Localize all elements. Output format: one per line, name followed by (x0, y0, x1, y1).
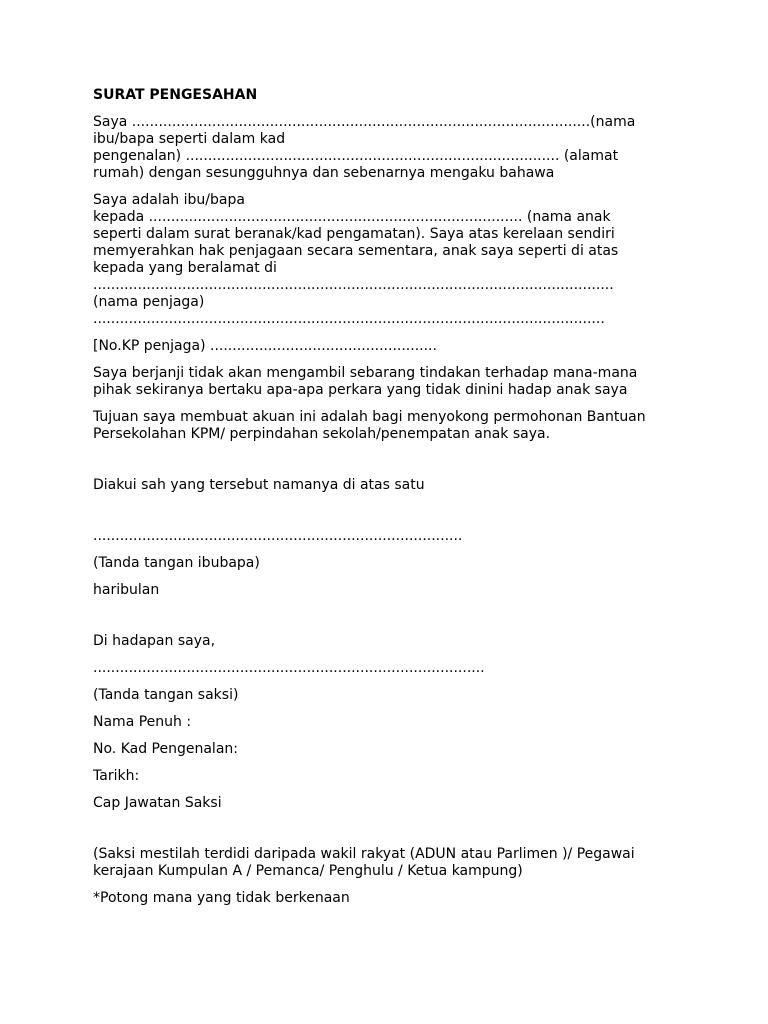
text-line: kerajaan Kumpulan A / Pemanca/ Penghulu / Ketua kampung) (93, 863, 523, 879)
paragraph-identity (93, 114, 663, 182)
text-line: (nama penjaga) (93, 294, 205, 310)
paragraph-purpose (93, 409, 663, 443)
document-body (93, 87, 663, 917)
witness-intro: Di hadapan saya, (93, 633, 216, 649)
text-line: seperti dalam surat beranak/kad pengamatan). Saya atas kerelaan sendiri (93, 226, 615, 242)
paragraph-confirmation: Diakui sah yang tersebut namanya di atas satu (93, 477, 425, 493)
witness-id-number: No. Kad Pengenalan: (93, 741, 238, 757)
text-line: Tujuan saya membuat akuan ini adalah bagi menyokong permohonan Bantuan (93, 409, 646, 425)
text-line: rumah) dengan sesungguhnya dan sebenarnya mengaku bahawa (93, 165, 555, 181)
document-title: SURAT PENGESAHAN (93, 87, 258, 103)
witness-stamp: Cap Jawatan Saksi (93, 795, 222, 811)
parent-signature-line: ................................................................................... (93, 528, 463, 544)
paragraph-promise (93, 365, 663, 399)
paragraph-custody (93, 192, 663, 328)
text-line: kepada yang beralamat di (93, 260, 277, 276)
dotted-fill-line: ................................................................................................................... (93, 311, 605, 327)
text-line: memyerahkan hak penjagaan secara sementara, anak saya seperti di atas (93, 243, 619, 259)
text-line: pengenalan) .................................................................................... (alamat (93, 148, 619, 164)
witness-signature-label: (Tanda tangan saksi) (93, 687, 239, 703)
text-line: pihak sekiranya bertaku apa-apa perkara yang tidak dinini hadap anak saya (93, 382, 628, 398)
text-line: Saya .......................................................................................................(nama (93, 114, 636, 130)
dotted-fill-line: ..................................................................................................................... (93, 277, 614, 293)
text-line: Saya berjanji tidak akan mengambil sebarang tindakan terhadap mana-mana (93, 365, 638, 381)
text-line: (Saksi mestilah terdidi daripada wakil rakyat (ADUN atau Parlimen )/ Pegawai (93, 846, 635, 862)
witness-note (93, 846, 663, 880)
parent-signature-label: (Tanda tangan ibubapa) (93, 555, 260, 571)
witness-full-name: Nama Penuh : (93, 714, 192, 730)
text-line: ibu/bapa seperti dalam kad (93, 131, 286, 147)
paragraph-guardian-id: [No.KP penjaga) ................................................... (93, 338, 437, 354)
witness-date: Tarikh: (93, 768, 140, 784)
text-line: Persekolahan KPM/ perpindahan sekolah/penempatan anak saya. (93, 426, 551, 442)
witness-signature-line: ........................................................................................ (93, 660, 485, 676)
text-line: kepada .................................................................................... (nama anak (93, 209, 611, 225)
text-line: Saya adalah ibu/bapa (93, 192, 245, 208)
date-haribulan: haribulan (93, 582, 160, 598)
footnote: *Potong mana yang tidak berkenaan (93, 890, 350, 906)
